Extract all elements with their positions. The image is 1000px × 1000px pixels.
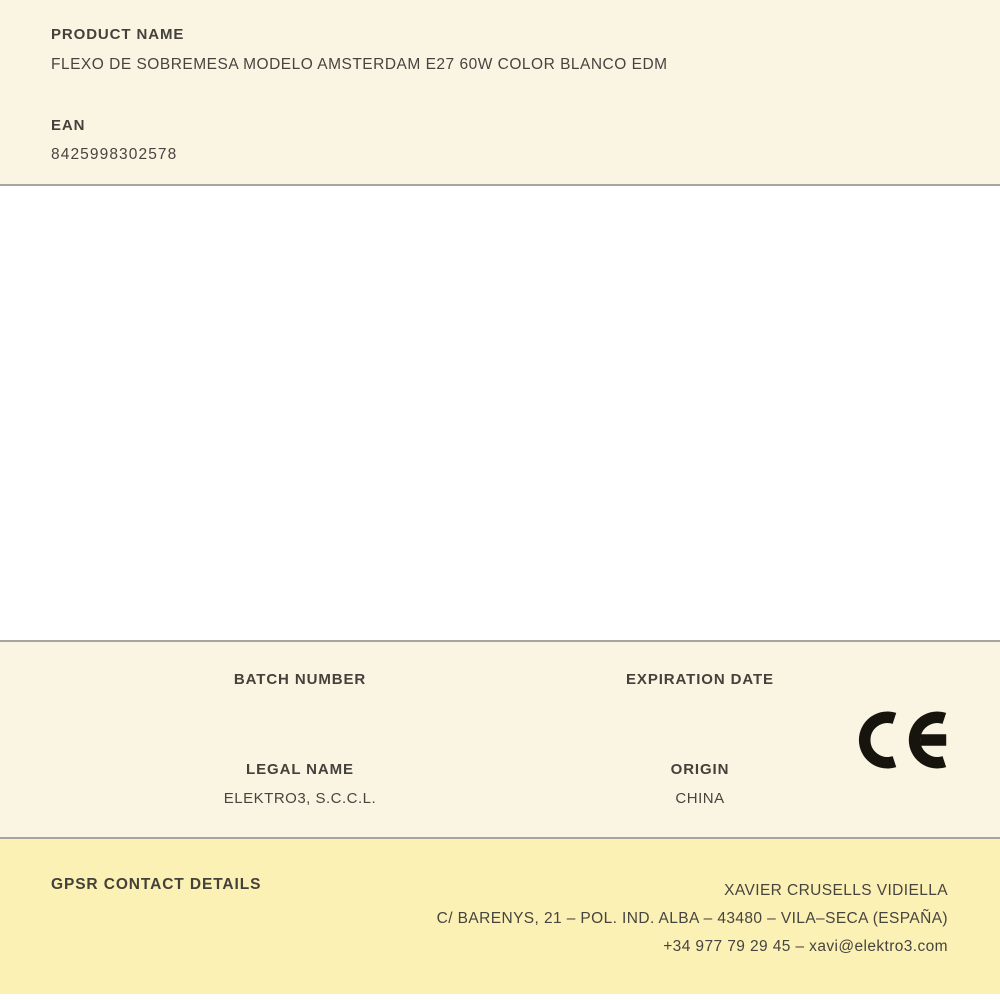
gpsr-contact-label: GPSR CONTACT DETAILS <box>51 876 262 893</box>
gpsr-contact-section <box>0 839 1000 994</box>
product-name-value: FLEXO DE SOBREMESA MODELO AMSTERDAM E27 60W COLOR BLANCO EDM <box>51 56 668 73</box>
legal-name-label: LEGAL NAME <box>246 761 354 778</box>
origin-value: CHINA <box>675 790 725 807</box>
expiration-date-label: EXPIRATION DATE <box>626 671 774 688</box>
ean-value: 8425998302578 <box>51 146 178 163</box>
origin-label: ORIGIN <box>670 761 730 778</box>
contact-phone-email: +34 977 79 29 45 – xavi@elektro3.com <box>663 938 948 955</box>
product-info-section <box>0 0 1000 186</box>
product-name-label: PRODUCT NAME <box>51 26 185 43</box>
legal-name-value: ELEKTRO3, S.C.C.L. <box>223 790 377 807</box>
ce-mark-icon <box>858 708 948 772</box>
contact-name: XAVIER CRUSELLS VIDIELLA <box>724 882 948 899</box>
contact-address: C/ BARENYS, 21 – POL. IND. ALBA – 43480 – VILA–SECA (ESPAÑA) <box>436 910 948 927</box>
batch-number-label: BATCH NUMBER <box>233 671 367 688</box>
ean-label: EAN <box>51 117 86 134</box>
details-section <box>0 642 1000 839</box>
contact-block <box>437 877 948 961</box>
blank-area <box>0 186 1000 642</box>
